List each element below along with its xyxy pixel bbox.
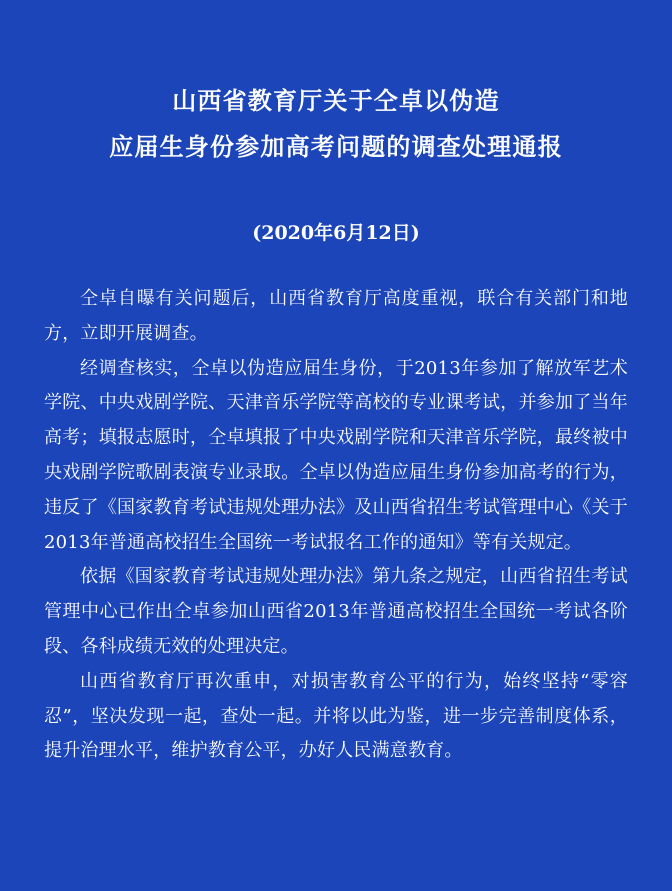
paragraph-4: 山西省教育厅再次重申，对损害教育公平的行为，始终坚持“零容忍”，坚决发现一起，查处一起。并将以此为鉴，进一步完善制度体系，提升治理水平，维护教育公平，办好人民满意教育。 xyxy=(44,670,628,762)
title-line-2: 应届生身份参加高考问题的调查处理通报 xyxy=(109,133,563,161)
document-body xyxy=(44,282,628,769)
paragraph-2: 经调查核实，仝卓以伪造应届生身份，于2013年参加了解放军艺术学院、中央戏剧学院、天津音乐学院等高校的专业课考试，并参加了当年高考；填报志愿时，仝卓填报了中央戏剧学院和天津音乐学院，最终被中央戏剧学院歌剧表演专业录取。仝卓以伪造应届生身份参加高考的行为，违反了《国家教育考试违规处理办法》及山西省招生考试管理中心《关于2013年普通高校招生全国统一考试报名工作的通知》等有关规定。 xyxy=(44,357,628,553)
title-line-1: 山西省教育厅关于仝卓以伪造 xyxy=(172,87,500,115)
document-title xyxy=(44,78,628,170)
paragraph-1: 仝卓自曝有关问题后，山西省教育厅高度重视，联合有关部门和地方，立即开展调查。 xyxy=(44,288,628,344)
paragraph-3: 依据《国家教育考试违规处理办法》第九条之规定，山西省招生考试管理中心已作出仝卓参加山西省2013年普通高校招生全国统一考试各阶段、各科成绩无效的处理决定。 xyxy=(44,566,628,657)
document-date: (2020年6月12日) xyxy=(252,222,420,244)
